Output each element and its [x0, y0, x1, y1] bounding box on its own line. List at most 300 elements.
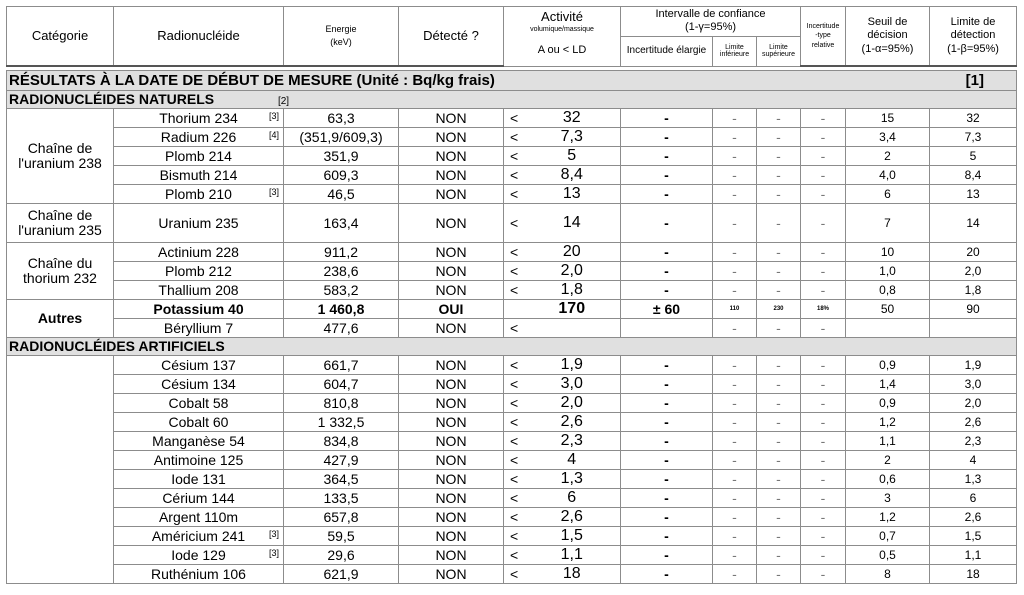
- lower-limit-value: -: [713, 166, 757, 185]
- table-row: [7, 147, 1017, 166]
- detected-value: NON: [399, 128, 504, 147]
- header-activity-sub: volumique/massique: [530, 25, 594, 33]
- header-dt-2: décision: [867, 29, 908, 42]
- detected-value: NON: [399, 319, 504, 338]
- decision-threshold-value: 0,9: [846, 356, 930, 375]
- section-ref: [1]: [965, 71, 984, 89]
- radionuclide-name-text: Manganèse 54: [152, 432, 245, 449]
- detected-value: NON: [399, 565, 504, 584]
- detection-limit-value: 7,3: [930, 128, 1017, 147]
- activity-value: 20: [524, 243, 621, 262]
- expanded-uncertainty-value: -: [621, 204, 713, 243]
- detected-value: OUI: [399, 300, 504, 319]
- header-rel-2: -type: [815, 32, 831, 40]
- detected-value: NON: [399, 508, 504, 527]
- header-relative-uncertainty: [801, 7, 846, 67]
- decision-threshold-value: 7: [846, 204, 930, 243]
- activity-value: 18: [524, 565, 621, 584]
- activity-value: 13: [524, 185, 621, 204]
- expanded-uncertainty-value: -: [621, 565, 713, 584]
- energy-value: 583,2: [284, 281, 399, 300]
- energy-value: 604,7: [284, 375, 399, 394]
- footnote-ref: [3]: [268, 111, 279, 121]
- decision-threshold-value: 1,1: [846, 432, 930, 451]
- radionuclide-name: [114, 185, 284, 204]
- radionuclide-name: [114, 356, 284, 375]
- detected-value: NON: [399, 262, 504, 281]
- header-radionuclide: Radionucléide: [114, 7, 284, 67]
- activity-value: 1,9: [524, 356, 621, 375]
- energy-value: 63,3: [284, 109, 399, 128]
- expanded-uncertainty-value: -: [621, 470, 713, 489]
- radionuclide-name-text: Césium 137: [161, 356, 236, 373]
- less-than-sign: <: [504, 185, 524, 204]
- lower-limit-value: -: [713, 527, 757, 546]
- decision-threshold-value: 0,5: [846, 546, 930, 565]
- radionuclide-name-text: Béryllium 7: [163, 319, 234, 336]
- upper-limit-value: -: [757, 147, 801, 166]
- section-title: [7, 71, 1017, 91]
- radionuclide-name-text: Bismuth 214: [159, 166, 238, 183]
- radionuclide-name: [114, 166, 284, 185]
- less-than-sign: <: [504, 470, 524, 489]
- radionuclide-name: [114, 375, 284, 394]
- detection-limit-value: 18: [930, 565, 1017, 584]
- lower-limit-value: -: [713, 319, 757, 338]
- header-energy-label: Energie: [325, 23, 357, 34]
- detected-value: NON: [399, 451, 504, 470]
- less-than-sign: <: [504, 451, 524, 470]
- section-title-row: [7, 71, 1017, 91]
- radionuclide-name-text: Thorium 234: [159, 109, 238, 126]
- radionuclide-name-text: Antimoine 125: [153, 451, 244, 468]
- detection-limit-value: 5: [930, 147, 1017, 166]
- decision-threshold-value: 10: [846, 243, 930, 262]
- header-lower-2: inférieure: [719, 51, 750, 59]
- header-ci: [621, 7, 801, 37]
- less-than-sign: <: [504, 565, 524, 584]
- natural-title: [7, 91, 1017, 109]
- detection-limit-value: 2,6: [930, 413, 1017, 432]
- detection-limit-value: 14: [930, 204, 1017, 243]
- activity-value: 1,1: [524, 546, 621, 565]
- expanded-uncertainty-value: ± 60: [621, 300, 713, 319]
- radionuclide-name: [114, 470, 284, 489]
- expanded-uncertainty-value: -: [621, 243, 713, 262]
- radionuclide-name-text: Cobalt 60: [168, 413, 229, 430]
- upper-limit-value: -: [757, 281, 801, 300]
- radionuclide-name: [114, 508, 284, 527]
- relative-uncertainty-value: -: [801, 262, 846, 281]
- activity-value: 2,6: [524, 508, 621, 527]
- natural-body: [7, 109, 1017, 338]
- header-activity-label: Activité: [541, 9, 583, 25]
- footnote-ref: [3]: [268, 529, 279, 539]
- detected-value: NON: [399, 413, 504, 432]
- energy-value: 911,2: [284, 243, 399, 262]
- activity-value: 1,5: [524, 527, 621, 546]
- detection-limit-value: 1,3: [930, 470, 1017, 489]
- category-cell: Autres: [7, 300, 114, 338]
- decision-threshold-value: 15: [846, 109, 930, 128]
- less-than-sign: <: [504, 375, 524, 394]
- radionuclide-name: [114, 527, 284, 546]
- activity-value: [524, 319, 621, 338]
- decision-threshold-value: [846, 319, 930, 338]
- radionuclide-name-text: Actinium 228: [158, 243, 239, 260]
- detection-limit-value: 1,1: [930, 546, 1017, 565]
- less-than-sign: <: [504, 489, 524, 508]
- artificial-body: [7, 356, 1017, 584]
- detection-limit-value: 1,9: [930, 356, 1017, 375]
- activity-value: 1,3: [524, 470, 621, 489]
- decision-threshold-value: 1,0: [846, 262, 930, 281]
- category-cell-empty: [7, 356, 114, 584]
- decision-threshold-value: 2: [846, 147, 930, 166]
- upper-limit-value: -: [757, 508, 801, 527]
- detection-limit-value: 2,6: [930, 508, 1017, 527]
- detected-value: NON: [399, 394, 504, 413]
- detection-limit-value: 90: [930, 300, 1017, 319]
- energy-value: 661,7: [284, 356, 399, 375]
- table-row: [7, 128, 1017, 147]
- upper-limit-value: -: [757, 243, 801, 262]
- upper-limit-value: -: [757, 128, 801, 147]
- lower-limit-value: -: [713, 451, 757, 470]
- header-rel-1: Incertitude: [806, 22, 840, 30]
- header-rel-3: relative: [811, 41, 835, 49]
- decision-threshold-value: 2: [846, 451, 930, 470]
- lower-limit-value: -: [713, 243, 757, 262]
- expanded-uncertainty-value: -: [621, 147, 713, 166]
- header-row-1: [7, 7, 1017, 37]
- table-row: [7, 413, 1017, 432]
- decision-threshold-value: 0,8: [846, 281, 930, 300]
- upper-limit-value: -: [757, 166, 801, 185]
- header-energy: [284, 7, 399, 67]
- relative-uncertainty-value: -: [801, 319, 846, 338]
- energy-value: 1 332,5: [284, 413, 399, 432]
- lower-limit-value: -: [713, 432, 757, 451]
- table-row: [7, 281, 1017, 300]
- lower-limit-value: -: [713, 489, 757, 508]
- radionuclide-name: [114, 451, 284, 470]
- less-than-sign: <: [504, 147, 524, 166]
- relative-uncertainty-value: -: [801, 508, 846, 527]
- radionuclide-name-text: Iode 129: [171, 546, 226, 563]
- radionuclide-name-text: Argent 110m: [158, 508, 239, 525]
- radionuclide-name: [114, 147, 284, 166]
- expanded-uncertainty-value: -: [621, 432, 713, 451]
- decision-threshold-value: 0,7: [846, 527, 930, 546]
- footnote-ref: [3]: [268, 548, 279, 558]
- expanded-uncertainty-value: -: [621, 508, 713, 527]
- lower-limit-value: -: [713, 262, 757, 281]
- energy-value: 834,8: [284, 432, 399, 451]
- upper-limit-value: -: [757, 109, 801, 128]
- header-detected: Détecté ?: [399, 7, 504, 67]
- expanded-uncertainty-value: -: [621, 546, 713, 565]
- less-than-sign: <: [504, 128, 524, 147]
- expanded-uncertainty-value: -: [621, 356, 713, 375]
- less-than-sign: <: [504, 546, 524, 565]
- radionuclide-name: [114, 300, 284, 319]
- header-detection-limit: [930, 7, 1017, 67]
- relative-uncertainty-value: -: [801, 281, 846, 300]
- radionuclide-name-text: Uranium 235: [158, 214, 239, 231]
- table-row: [7, 432, 1017, 451]
- lower-limit-value: -: [713, 128, 757, 147]
- detected-value: NON: [399, 546, 504, 565]
- header-expanded-uncertainty: Incertitude élargie: [621, 36, 713, 66]
- activity-value: 6: [524, 489, 621, 508]
- category-cell: Chaîne de l'uranium 235: [7, 204, 114, 243]
- expanded-uncertainty-value: -: [621, 185, 713, 204]
- relative-uncertainty-value: -: [801, 356, 846, 375]
- energy-value: 609,3: [284, 166, 399, 185]
- relative-uncertainty-value: -: [801, 204, 846, 243]
- upper-limit-value: -: [757, 546, 801, 565]
- energy-value: 29,6: [284, 546, 399, 565]
- header-lower-1: Limite: [725, 43, 744, 51]
- detected-value: NON: [399, 432, 504, 451]
- header-ci-label: Intervalle de confiance: [655, 7, 766, 20]
- radionuclide-name: [114, 109, 284, 128]
- less-than-sign: <: [504, 109, 524, 128]
- decision-threshold-value: 0,9: [846, 394, 930, 413]
- relative-uncertainty-value: -: [801, 565, 846, 584]
- activity-value: 2,3: [524, 432, 621, 451]
- radionuclide-name: [114, 128, 284, 147]
- detected-value: NON: [399, 243, 504, 262]
- radionuclide-name-text: Césium 134: [161, 375, 236, 392]
- expanded-uncertainty-value: -: [621, 128, 713, 147]
- relative-uncertainty-value: -: [801, 166, 846, 185]
- lower-limit-value: -: [713, 375, 757, 394]
- less-than-sign: <: [504, 243, 524, 262]
- expanded-uncertainty-value: -: [621, 262, 713, 281]
- activity-value: 3,0: [524, 375, 621, 394]
- activity-value: 14: [524, 204, 621, 243]
- lower-limit-value: -: [713, 394, 757, 413]
- relative-uncertainty-value: -: [801, 470, 846, 489]
- relative-uncertainty-value: -: [801, 527, 846, 546]
- header-activity: [504, 7, 621, 37]
- activity-value: 32: [524, 109, 621, 128]
- energy-value: 238,6: [284, 262, 399, 281]
- table-row: [7, 300, 1017, 319]
- header-dl-3: (1-β=95%): [947, 42, 999, 55]
- detection-limit-value: 2,3: [930, 432, 1017, 451]
- decision-threshold-value: 6: [846, 185, 930, 204]
- activity-value: 170: [524, 300, 621, 319]
- lower-limit-value: -: [713, 109, 757, 128]
- lower-limit-value: -: [713, 413, 757, 432]
- detected-value: NON: [399, 375, 504, 394]
- table-row: [7, 527, 1017, 546]
- header-dt-1: Seuil de: [867, 15, 908, 28]
- relative-uncertainty-value: -: [801, 489, 846, 508]
- header-lower-limit: [713, 36, 757, 66]
- energy-value: 59,5: [284, 527, 399, 546]
- detected-value: NON: [399, 185, 504, 204]
- radionuclide-name-text: Thallium 208: [158, 281, 239, 298]
- radionuclide-name: [114, 243, 284, 262]
- radionuclide-name: [114, 565, 284, 584]
- radionuclide-name-text: Ruthénium 106: [151, 565, 246, 582]
- table-row: [7, 109, 1017, 128]
- radionuclide-name: [114, 262, 284, 281]
- radionuclide-name: [114, 394, 284, 413]
- radionuclide-name: [114, 489, 284, 508]
- header-category: Catégorie: [7, 7, 114, 67]
- radionuclide-name: [114, 413, 284, 432]
- table-row: [7, 394, 1017, 413]
- relative-uncertainty-value: -: [801, 128, 846, 147]
- header-upper-2: supérieure: [761, 51, 796, 59]
- less-than-sign: <: [504, 508, 524, 527]
- table-row: [7, 565, 1017, 584]
- radionuclide-name-text: Plomb 214: [165, 147, 232, 164]
- table-row: [7, 356, 1017, 375]
- activity-value: 7,3: [524, 128, 621, 147]
- energy-value: 657,8: [284, 508, 399, 527]
- artificial-title-row: [7, 338, 1017, 356]
- detected-value: NON: [399, 147, 504, 166]
- expanded-uncertainty-value: [621, 319, 713, 338]
- radionuclide-name-text: Américium 241: [151, 527, 246, 544]
- lower-limit-value: -: [713, 565, 757, 584]
- expanded-uncertainty-value: -: [621, 281, 713, 300]
- table-row: [7, 375, 1017, 394]
- relative-uncertainty-value: -: [801, 185, 846, 204]
- lower-limit-value: 110: [713, 300, 757, 319]
- detection-limit-value: 32: [930, 109, 1017, 128]
- artificial-title: RADIONUCLÉIDES ARTIFICIELS: [7, 338, 1017, 356]
- table-row: [7, 508, 1017, 527]
- less-than-sign: <: [504, 319, 524, 338]
- natural-title-text: RADIONUCLÉIDES NATURELS: [9, 90, 215, 107]
- decision-threshold-value: 50: [846, 300, 930, 319]
- radionuclide-name-text: Potassium 40: [153, 300, 244, 317]
- detected-value: NON: [399, 489, 504, 508]
- detected-value: NON: [399, 204, 504, 243]
- lower-limit-value: -: [713, 281, 757, 300]
- relative-uncertainty-value: -: [801, 147, 846, 166]
- upper-limit-value: -: [757, 394, 801, 413]
- less-than-sign: <: [504, 356, 524, 375]
- decision-threshold-value: 0,6: [846, 470, 930, 489]
- expanded-uncertainty-value: -: [621, 394, 713, 413]
- detection-limit-value: 4: [930, 451, 1017, 470]
- table-row: [7, 262, 1017, 281]
- lower-limit-value: -: [713, 546, 757, 565]
- table-row: [7, 470, 1017, 489]
- header-upper-limit: [757, 36, 801, 66]
- activity-value: 8,4: [524, 166, 621, 185]
- less-than-sign: <: [504, 413, 524, 432]
- less-than-sign: <: [504, 527, 524, 546]
- expanded-uncertainty-value: -: [621, 451, 713, 470]
- detection-limit-value: 8,4: [930, 166, 1017, 185]
- detection-limit-value: 2,0: [930, 394, 1017, 413]
- activity-value: 2,0: [524, 262, 621, 281]
- expanded-uncertainty-value: -: [621, 166, 713, 185]
- radionuclide-name-text: Plomb 212: [165, 262, 232, 279]
- detection-limit-value: 6: [930, 489, 1017, 508]
- decision-threshold-value: 1,2: [846, 508, 930, 527]
- radionuclide-name: [114, 281, 284, 300]
- activity-value: 5: [524, 147, 621, 166]
- upper-limit-value: -: [757, 319, 801, 338]
- energy-value: 477,6: [284, 319, 399, 338]
- activity-value: 2,0: [524, 394, 621, 413]
- energy-value: 364,5: [284, 470, 399, 489]
- energy-value: 1 460,8: [284, 300, 399, 319]
- radionuclide-name-text: Radium 226: [160, 128, 237, 145]
- expanded-uncertainty-value: -: [621, 527, 713, 546]
- upper-limit-value: -: [757, 451, 801, 470]
- upper-limit-value: -: [757, 527, 801, 546]
- decision-threshold-value: 3: [846, 489, 930, 508]
- less-than-sign: <: [504, 394, 524, 413]
- less-than-sign: <: [504, 262, 524, 281]
- header-energy-unit: (keV): [330, 37, 352, 47]
- upper-limit-value: -: [757, 489, 801, 508]
- radionuclide-name-text: Cérium 144: [162, 489, 235, 506]
- energy-value: (351,9/609,3): [284, 128, 399, 147]
- footnote-ref: [4]: [268, 130, 279, 140]
- natural-title-row: [7, 91, 1017, 109]
- header-ci-sub: (1-γ=95%): [684, 21, 737, 34]
- lower-limit-value: -: [713, 147, 757, 166]
- upper-limit-value: -: [757, 204, 801, 243]
- upper-limit-value: -: [757, 356, 801, 375]
- detected-value: NON: [399, 281, 504, 300]
- relative-uncertainty-value: -: [801, 394, 846, 413]
- radionuclide-name: [114, 204, 284, 243]
- energy-value: 427,9: [284, 451, 399, 470]
- detected-value: NON: [399, 109, 504, 128]
- radionuclide-name: [114, 546, 284, 565]
- lower-limit-value: -: [713, 185, 757, 204]
- energy-value: 163,4: [284, 204, 399, 243]
- detection-limit-value: 13: [930, 185, 1017, 204]
- upper-limit-value: -: [757, 470, 801, 489]
- energy-value: 351,9: [284, 147, 399, 166]
- less-than-sign: <: [504, 281, 524, 300]
- decision-threshold-value: 1,2: [846, 413, 930, 432]
- activity-value: 2,6: [524, 413, 621, 432]
- energy-value: 133,5: [284, 489, 399, 508]
- energy-value: 810,8: [284, 394, 399, 413]
- less-than-sign: [504, 300, 524, 319]
- detected-value: NON: [399, 356, 504, 375]
- detection-limit-value: 2,0: [930, 262, 1017, 281]
- header-decision-threshold: [846, 7, 930, 67]
- footnote-ref: [3]: [268, 187, 279, 197]
- upper-limit-value: -: [757, 262, 801, 281]
- table-row: [7, 185, 1017, 204]
- detection-limit-value: 1,8: [930, 281, 1017, 300]
- decision-threshold-value: 4,0: [846, 166, 930, 185]
- lower-limit-value: -: [713, 204, 757, 243]
- decision-threshold-value: 8: [846, 565, 930, 584]
- header-upper-1: Limite: [769, 43, 788, 51]
- relative-uncertainty-value: -: [801, 451, 846, 470]
- radionuclide-name-text: Iode 131: [171, 470, 226, 487]
- energy-value: 46,5: [284, 185, 399, 204]
